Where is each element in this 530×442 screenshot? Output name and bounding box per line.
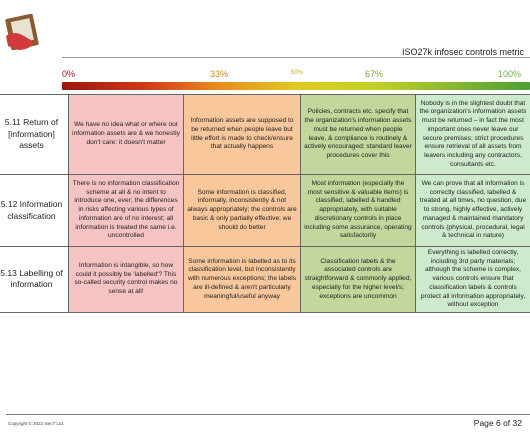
cell-0-percent: We have no idea what or where our information assets are & we honestly don't care: it doesn't matter [69, 95, 184, 175]
scale-label-33: 33% [210, 69, 229, 79]
cell-100-percent: Nobody is in the slightest doubt that the organization's information assets must be returned – in fact the most important ones never leave our secure premises; strict procedures ensure retrieval of all assets from leavers including any contractors, consultants etc. [416, 95, 530, 175]
cell-33-percent: Some information is classified, informally, inconsistently & not always appropriately; the controls are basic & only partially effective; we should do better [184, 175, 301, 247]
cell-33-percent: Information assets are supposed to be returned when people leave but little effort is made to check/ensure that actually happens [184, 95, 301, 175]
cell-0-percent: There is no information classification scheme at all & no intent to introduce one, ever; the differences in risks affecting various types of information are of no interest; all information is treated the same i.e. uncontrolled [69, 175, 184, 247]
page-number: Page 6 of 32 [473, 418, 522, 428]
copyright-notice: Copyright © 2022 IsecT Ltd. [8, 421, 65, 426]
header-divider [62, 57, 530, 58]
cell-0-percent: Information is intangible, so how could it possibly be 'labelled'? This so-called security control makes no sense at all! [69, 247, 184, 313]
cell-67-percent: Classification labels & the associated controls are straightforward & commonly applied, especially for the higher level/s; exceptions are uncommon [301, 247, 416, 313]
table-row [0, 95, 530, 175]
maturity-gradient-bar [62, 82, 530, 90]
cell-100-percent: We can prove that all information is correctly classified, labelled & treated at all times, no question, due to strong, highly effective, actively managed & maintained mandatory controls (physical, procedural, legal & technical in nature) [416, 175, 530, 247]
row-label: 5.13 Labelling of information [0, 247, 69, 313]
cell-100-percent: Everything is labelled correctly, including 3rd party materials; although the scheme is complex, various controls ensure that classification labels & controls protect all information appropriately, without exception [416, 247, 530, 313]
scale-label-67: 67% [365, 69, 384, 79]
scale-label-0: 0% [62, 69, 76, 79]
maturity-scale [62, 69, 530, 83]
document-title: ISO27k infosec controls metric [401, 47, 524, 57]
row-label: 5.11 Return of [information] assets [0, 95, 69, 175]
table-row [0, 175, 530, 247]
cell-67-percent: Most information (especially the most sensitive & valuable items) is classified, labelled & handled appropriately, with suitable discretionary controls in place including some assurance, operating satisfactorily [301, 175, 416, 247]
footer-divider [6, 414, 530, 415]
scale-label-100: 100% [498, 69, 522, 79]
table-row [0, 247, 530, 313]
row-label: 5.12 Information classification [0, 175, 69, 247]
iso27k-logo-icon [4, 6, 44, 54]
cell-67-percent: Policies, contracts etc. specify that the organization's information assets must be returned when people leave, & compliance is routinely & actively encouraged; standard leaver procedures cover this [301, 95, 416, 175]
scale-label-50: 50% [291, 70, 304, 76]
cell-33-percent: Some information is labelled as to its classification level, but inconsistently with numerous exceptions; the labels are ill-defined & aren't particularly meaningful/useful anyway [184, 247, 301, 313]
controls-metric-table [0, 94, 530, 313]
